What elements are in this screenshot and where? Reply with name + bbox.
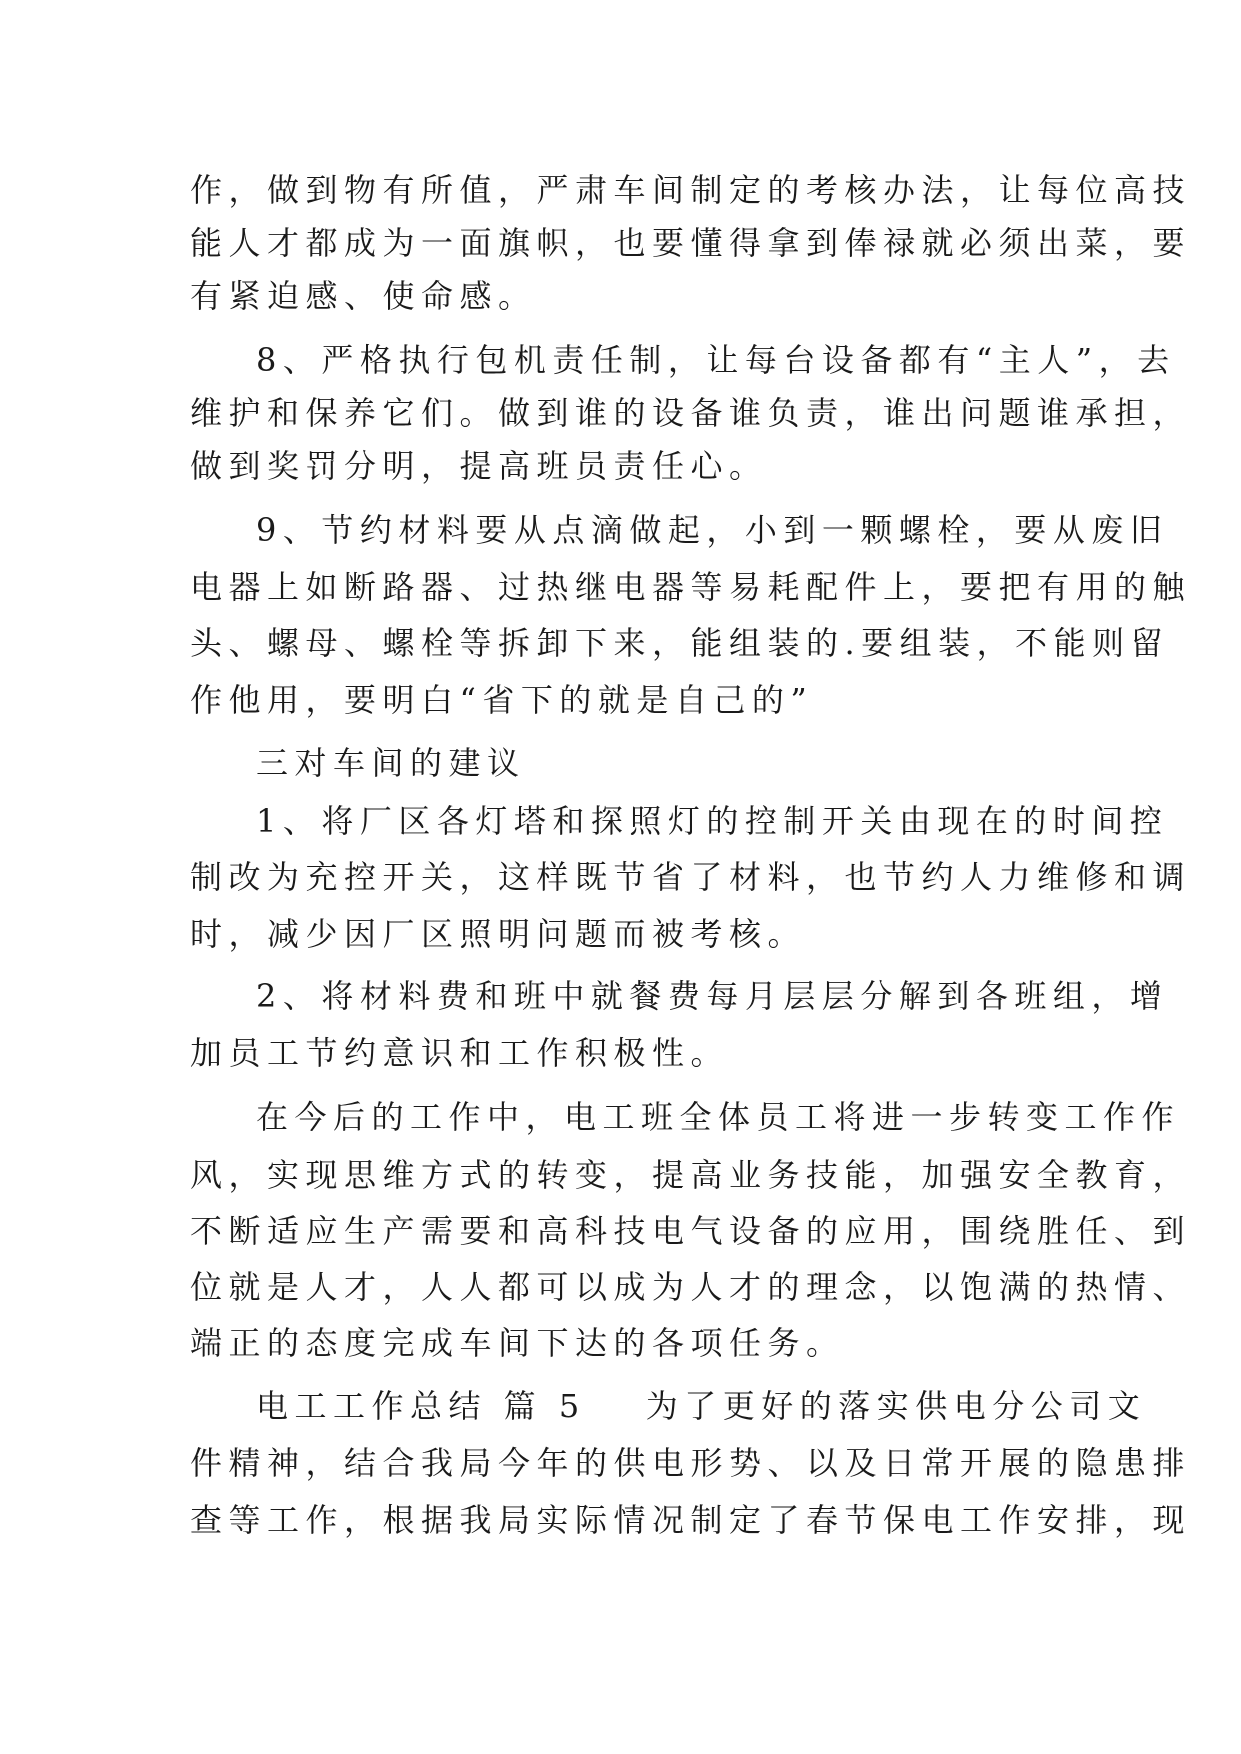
paragraph-line: 作他用，要明白“省下的就是自己的” bbox=[190, 681, 814, 719]
paragraph-line: 查等工作，根据我局实际情况制定了春节保电工作安排，现 bbox=[190, 1501, 1192, 1539]
paragraph-line: 在今后的工作中，电工班全体员工将进一步转变工作作 bbox=[256, 1098, 1181, 1136]
paragraph-line: 端正的态度完成车间下达的各项任务。 bbox=[190, 1324, 845, 1362]
paragraph-line: 维护和保养它们。做到谁的设备谁负责，谁出问题谁承担， bbox=[190, 394, 1192, 432]
paragraph-line: 位就是人才，人人都可以成为人才的理念，以饱满的热情、 bbox=[190, 1268, 1192, 1306]
paragraph-line: 件精神，结合我局今年的供电形势、以及日常开展的隐患排 bbox=[190, 1444, 1192, 1482]
paragraph-line: 作，做到物有所值，严肃车间制定的考核办法，让每位高技 bbox=[190, 171, 1192, 209]
section-heading: 三对车间的建议 bbox=[256, 744, 526, 782]
paragraph-line: 加员工节约意识和工作积极性。 bbox=[190, 1034, 730, 1072]
paragraph-line: 不断适应生产需要和高科技电气设备的应用，围绕胜任、到 bbox=[190, 1212, 1192, 1250]
paragraph-line: 时，减少因厂区照明问题而被考核。 bbox=[190, 915, 807, 953]
paragraph-line: 风，实现思维方式的转变，提高业务技能，加强安全教育， bbox=[190, 1156, 1192, 1194]
section-5-line bbox=[256, 1376, 1147, 1436]
paragraph-line: 1、将厂区各灯塔和探照灯的控制开关由现在的时间控 bbox=[256, 802, 1169, 840]
paragraph-line: 有紧迫感、使命感。 bbox=[190, 277, 537, 315]
paragraph-line: 制改为充控开关，这样既节省了材料，也节约人力维修和调 bbox=[190, 858, 1192, 896]
paragraph-line: 能人才都成为一面旗帜，也要懂得拿到俸禄就必须出菜，要 bbox=[190, 224, 1192, 262]
paragraph-line: 头、螺母、螺栓等拆卸下来，能组装的.要组装，不能则留 bbox=[190, 624, 1170, 662]
paragraph-line: 9、节约材料要从点滴做起，小到一颗螺栓，要从废旧 bbox=[256, 511, 1169, 549]
section-5-text: 为了更好的落实供电分公司文 bbox=[645, 1387, 1147, 1425]
paragraph-line: 电器上如断路器、过热继电器等易耗配件上，要把有用的触 bbox=[190, 568, 1192, 606]
paragraph-line: 2、将材料费和班中就餐费每月层层分解到各班组，增 bbox=[256, 977, 1169, 1015]
paragraph-line: 8、严格执行包机责任制，让每台设备都有“主人”，去 bbox=[256, 341, 1176, 379]
paragraph-line: 做到奖罚分明，提高班员责任心。 bbox=[190, 447, 768, 485]
section-5-heading: 电工工作总结 篇 5 bbox=[256, 1387, 586, 1425]
